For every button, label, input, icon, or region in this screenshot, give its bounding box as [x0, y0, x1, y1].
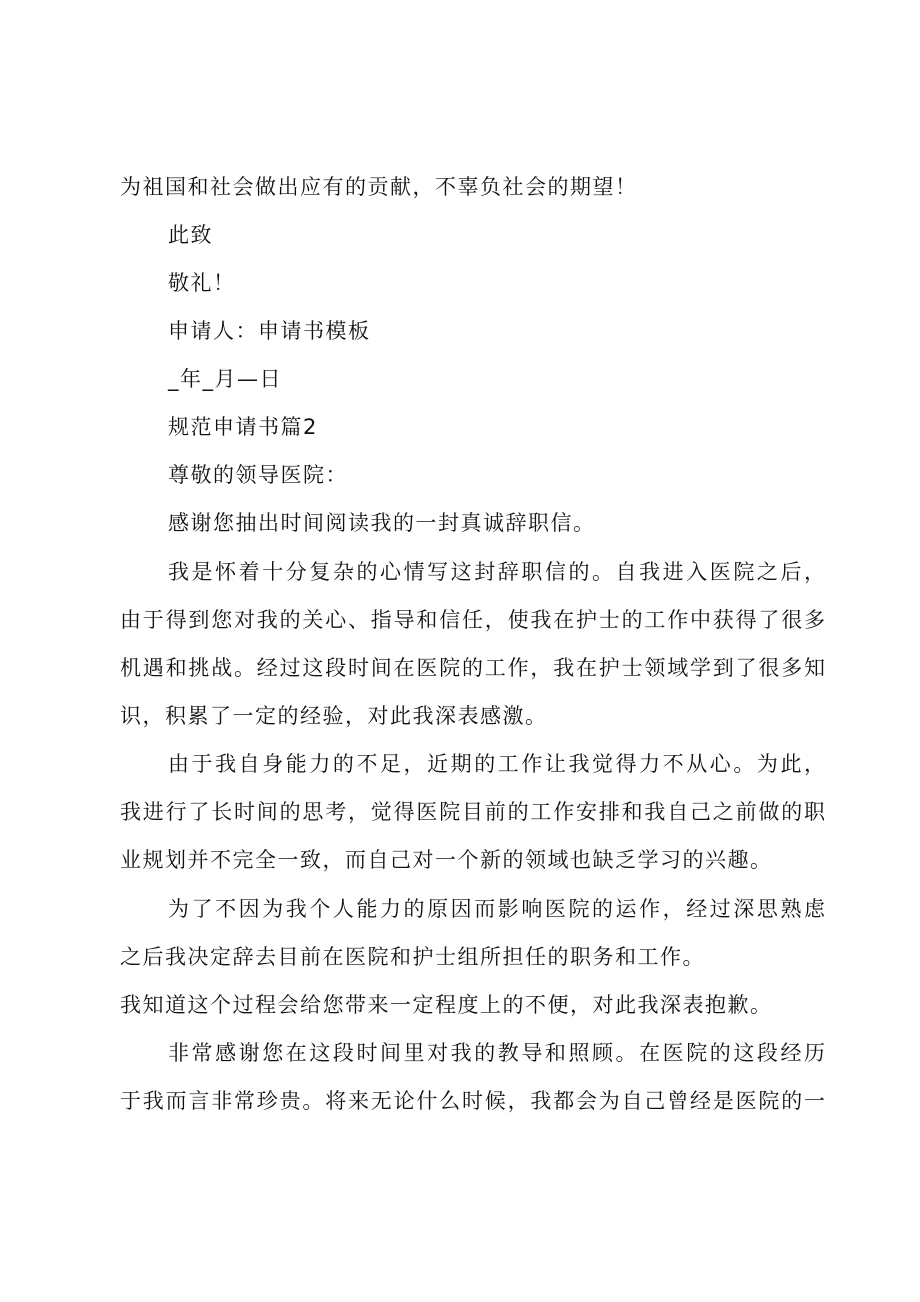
text-line: 于我而言非常珍贵。将来无论什么时候，我都会为自己曾经是医院的一	[120, 1089, 825, 1113]
text-line: 业规划并不完全一致，而自己对一个新的领域也缺乏学习的兴趣。	[120, 848, 773, 872]
section-title: 规范申请书篇2	[168, 415, 318, 439]
salutation-closing: 此致	[168, 223, 213, 247]
text-line: 机遇和挑战。经过这段时间在医院的工作，我在护士领域学到了很多知	[120, 656, 825, 680]
text-line: 我知道这个过程会给您带来一定程度上的不便，对此我深表抱歉。	[120, 993, 773, 1017]
text-line: 由于得到您对我的关心、指导和信任，使我在护士的工作中获得了很多	[120, 608, 825, 632]
text-line: 感谢您抽出时间阅读我的一封真诚辞职信。	[168, 511, 596, 535]
text-line: 由于我自身能力的不足，近期的工作让我觉得力不从心。为此，	[168, 752, 825, 776]
text-line: 之后我决定辞去目前在医院和护士组所担任的职务和工作。	[120, 945, 705, 969]
greeting-line: 尊敬的领导医院：	[168, 463, 348, 487]
applicant-line: 申请人：申请书模板	[168, 319, 371, 343]
date-line: _年_月—日	[168, 367, 282, 391]
text-line: 识，积累了一定的经验，对此我深表感激。	[120, 704, 548, 728]
text-line: 我是怀着十分复杂的心情写这封辞职信的。自我进入医院之后，	[168, 560, 825, 584]
text-line: 为祖国和社会做出应有的贡献，不辜负社会的期望！	[120, 175, 638, 199]
text-line: 我进行了长时间的思考，觉得医院目前的工作安排和我自己之前做的职	[120, 800, 825, 824]
text-line: 非常感谢您在这段时间里对我的教导和照顾。在医院的这段经历	[168, 1041, 825, 1065]
salutation-respect: 敬礼！	[168, 271, 236, 295]
text-line: 为了不因为我个人能力的原因而影响医院的运作，经过深思熟虑	[168, 897, 825, 921]
